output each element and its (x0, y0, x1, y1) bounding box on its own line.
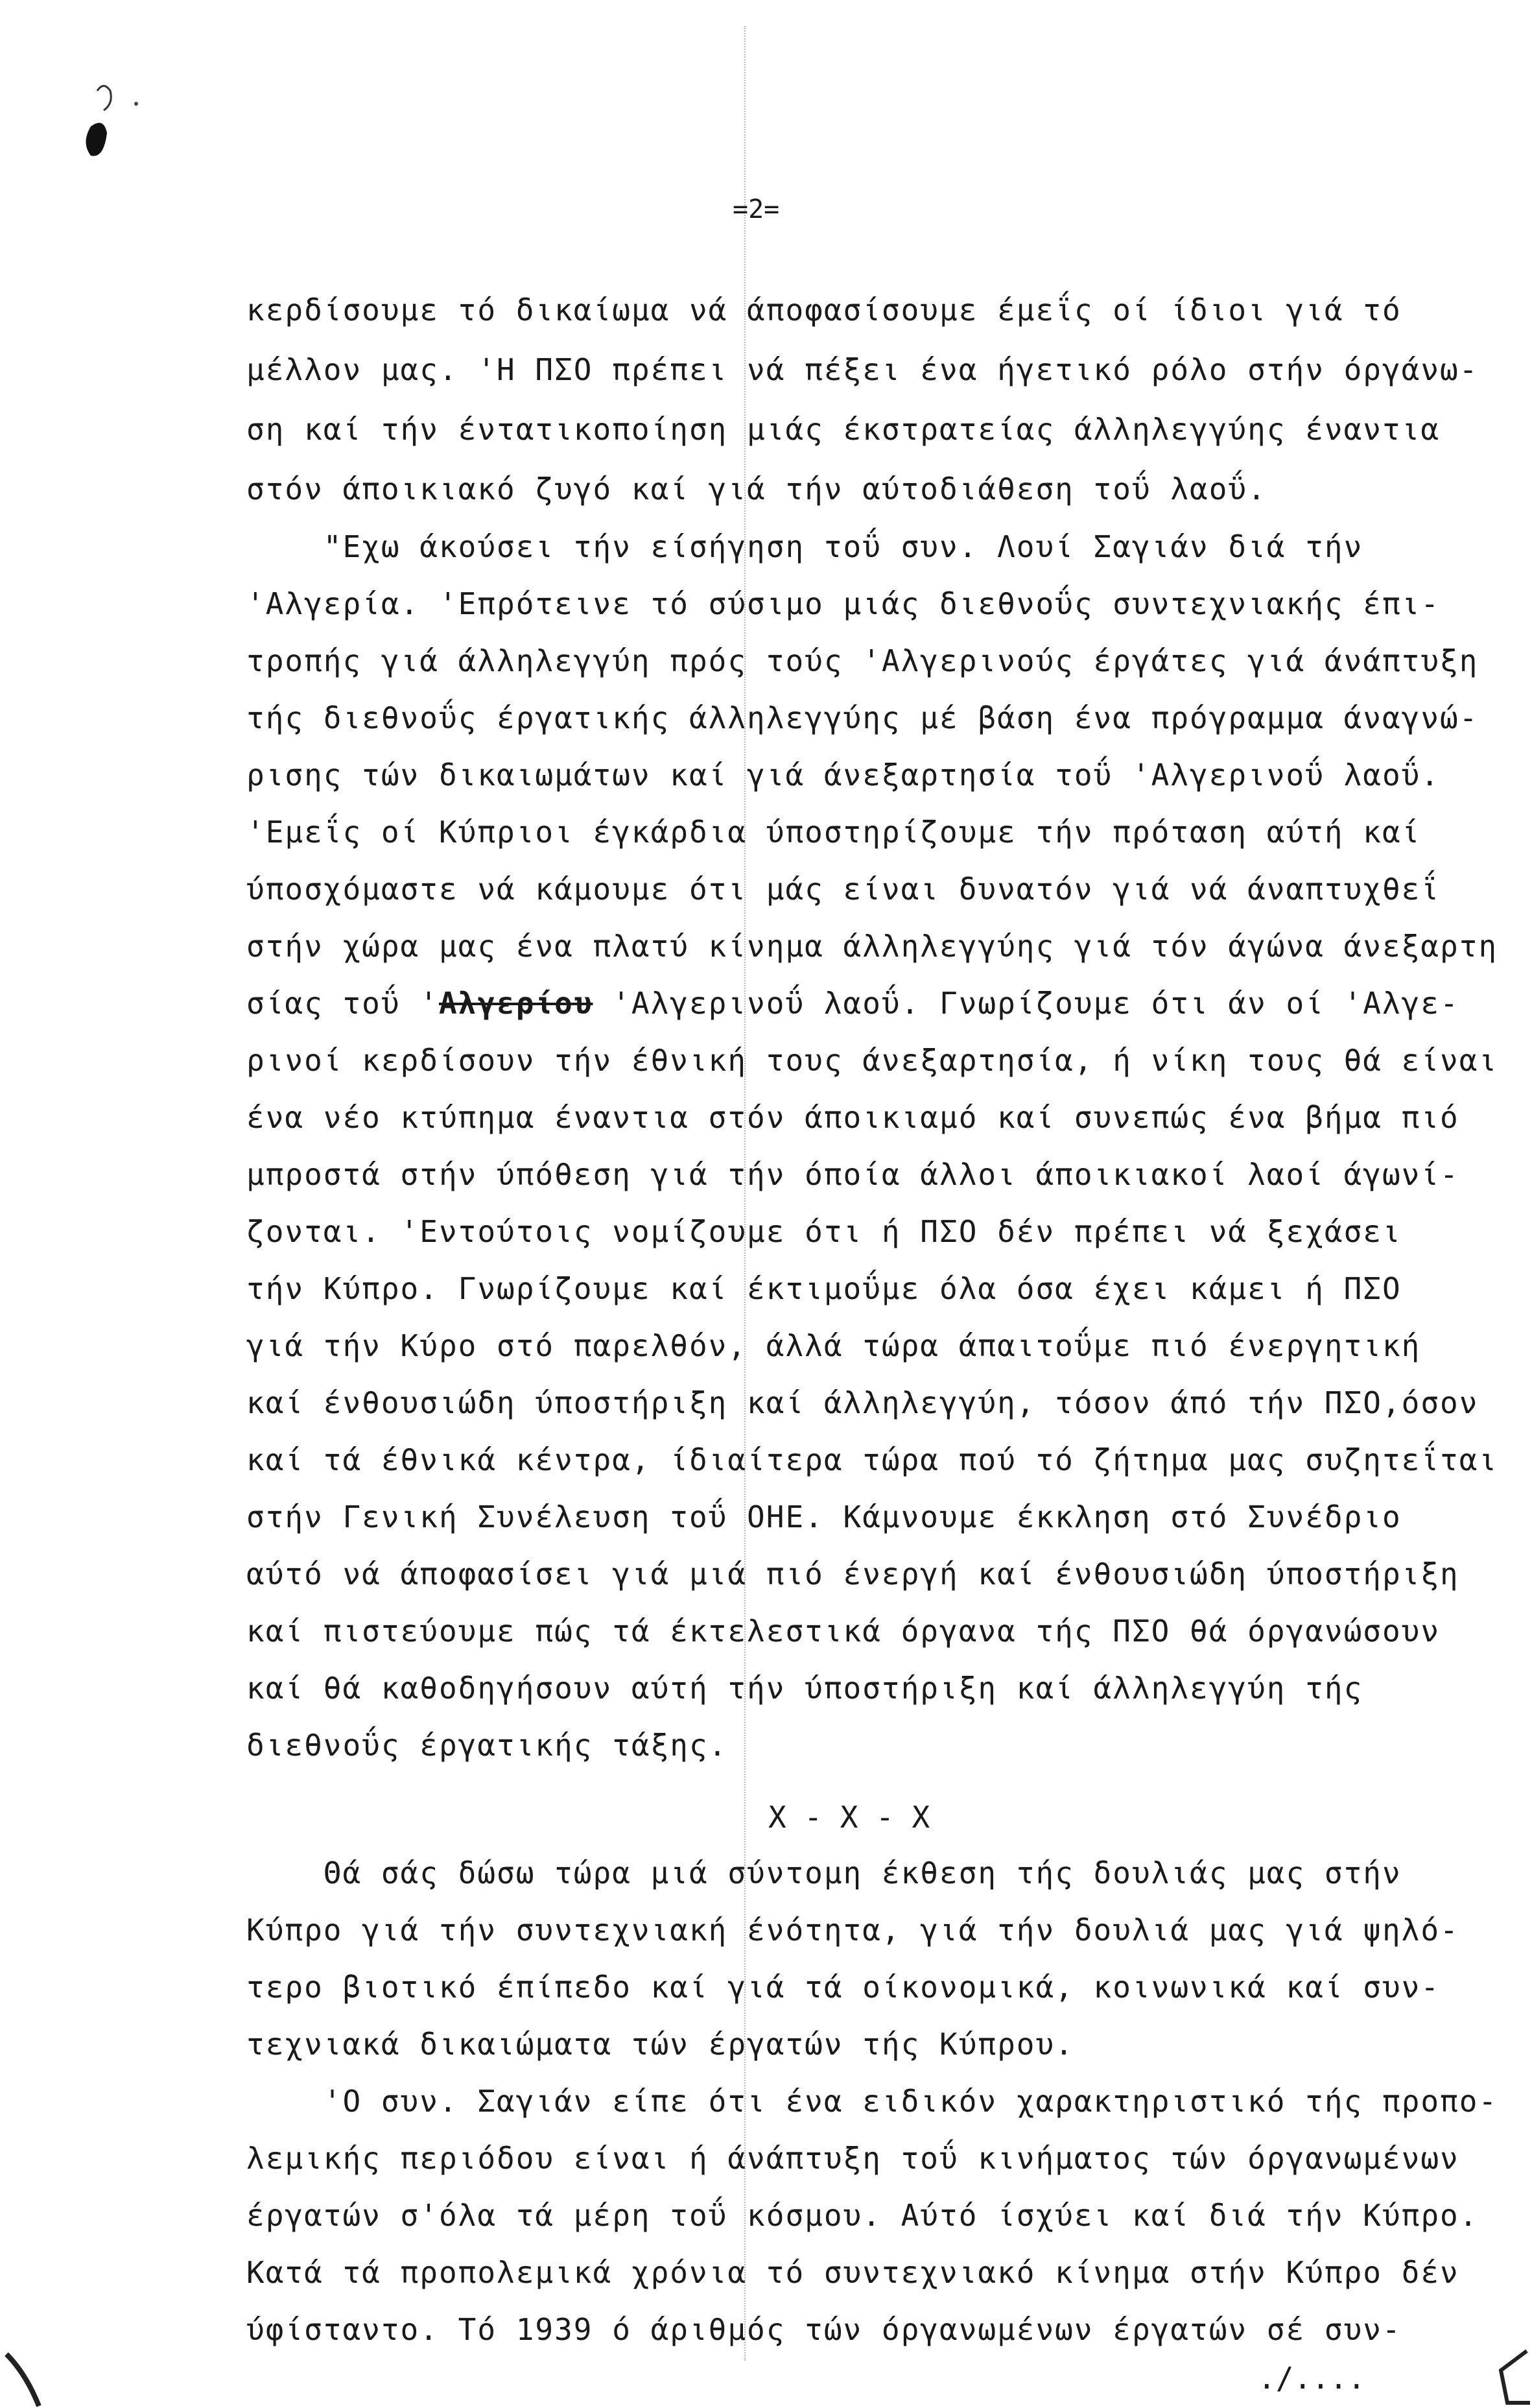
text-line: τερο βιοτικό έπίπεδο καί γιά τά οίκονομικά, κοινωνικά καί συν- (246, 1970, 1441, 2005)
text-line: ζονται. 'Εντούτοις νομίζουμε ότι ή ΠΣΟ δέν πρέπει νά ξεχάσει (246, 1214, 1402, 1249)
struck-word: Αλγερίου (438, 986, 593, 1021)
text-line: διεθνοΰς έργατικής τάξης. (246, 1728, 728, 1763)
text-line: τήν Κύπρο. Γνωρίζουμε καί έκτιμοΰμε όλα όσα έχει κάμει ή ΠΣΟ (246, 1271, 1402, 1306)
ink-smudge-icon (71, 65, 149, 169)
text-line: στήν Γενική Συνέλευση τοΰ ΟΗΕ. Κάμνουμε έκκληση στό Συνέδριο (246, 1499, 1402, 1534)
line-suffix: 'Αλγερινοΰ λαοΰ. Γνωρίζουμε ότι άν οί 'Αλγε- (593, 986, 1459, 1021)
continuation-mark: ./.... (1258, 2361, 1366, 2396)
line-prefix: σίας τοΰ ' (246, 986, 439, 1021)
text-line: καί ένθουσιώδη ύποστήριξη καί άλληλεγγύη, τόσον άπό τήν ΠΣΟ,όσον (246, 1385, 1479, 1420)
text-line: Κύπρο γιά τήν συντεχνιακή ένότητα, γιά τήν δουλιά μας γιά ψηλό- (246, 1913, 1459, 1948)
text-line: καί τά έθνικά κέντρα, ίδιαίτερα τώρα πού τό ζήτημα μας συζητεΐται (246, 1442, 1498, 1477)
text-line: τεχνιακά δικαιώματα τών έργατών τής Κύπρου. (246, 2027, 1074, 2062)
text-line: μπροστά στήν ύπόθεση γιά τήν όποία άλλοι άποικιακοί λαοί άγωνί- (246, 1157, 1459, 1192)
corner-mark-icon (0, 2348, 52, 2408)
section-separator: Χ - Χ - Χ (768, 1800, 930, 1835)
text-line: λεμικής περιόδου είναι ή άνάπτυξη τοΰ κινήματος τών όργανωμένων (246, 2141, 1459, 2176)
text-line: στήν χώρα μας ένα πλατύ κίνημα άλληλεγγύης γιά τόν άγώνα άνεξαρτη (246, 929, 1498, 964)
text-line: καί θά καθοδηγήσουν αύτή τήν ύποστήριξη καί άλληλεγγύη τής (246, 1671, 1363, 1706)
text-line: καί πιστεύουμε πώς τά έκτελεστικά όργανα τής ΠΣΟ θά όργανώσουν (246, 1614, 1441, 1649)
text-line-with-strike (246, 985, 1459, 1021)
text-line: έργατών σ'όλα τά μέρη τοΰ κόσμου. Αύτό ίσχύει καί διά τήν Κύπρο. (246, 2198, 1479, 2233)
text-line: τροπής γιά άλληλεγγύη πρός τούς 'Αλγερινούς έργάτες γιά άνάπτυξη (246, 643, 1479, 678)
text-line: 'Εμεΐς οί Κύπριοι έγκάρδια ύποστηρίζουμε τήν πρόταση αύτή καί (246, 815, 1421, 850)
page-number: =2= (733, 195, 780, 224)
text-line: ένα νέο κτύπημα έναντια στόν άποικιαμό καί συνεπώς ένα βήμα πιό (246, 1100, 1459, 1135)
corner-mark-icon (1491, 2348, 1532, 2408)
text-line: ρισης τών δικαιωμάτων καί γιά άνεξαρτησία τοΰ 'Αλγερινοΰ λαοΰ. (246, 757, 1441, 793)
text-line: γιά τήν Κύρο στό παρελθόν, άλλά τώρα άπαιτοΰμε πιό ένεργητική (246, 1328, 1421, 1363)
text-line: 'Ο συν. Σαγιάν είπε ότι ένα ειδικόν χαρακτηριστικό τής προπο- (246, 2084, 1498, 2119)
text-line: Κατά τά προπολεμικά χρόνια τό συντεχνιακό κίνημα στήν Κύπρο δέν (246, 2255, 1459, 2290)
text-line: 'Αλγερία. 'Επρότεινε τό σύσιμο μιάς διεθνοΰς συντεχνιακής έπι- (246, 586, 1441, 621)
text-line: ύποσχόμαστε νά κάμουμε ότι μάς είναι δυνατόν γιά νά άναπτυχθεΐ (246, 872, 1441, 907)
text-line: ύφίσταντο. Τό 1939 ό άριθμός τών όργανωμένων έργατών σέ συν- (246, 2312, 1402, 2347)
text-line: "Εχω άκούσει τήν είσήγηση τοΰ συν. Λουί Σαγιάν διά τήν (246, 529, 1363, 564)
text-line: τής διεθνοΰς έργατικής άλληλεγγύης μέ βάση ένα πρόγραμμα άναγνώ- (246, 700, 1479, 735)
text-line: κερδίσουμε τό δικαίωμα νά άποφασίσουμε έμεΐς οί ίδιοι γιά τό (246, 292, 1402, 328)
text-line: ση καί τήν έντατικοποίηση μιάς έκστρατείας άλληλεγγύης έναντια (246, 412, 1441, 447)
text-line: ρινοί κερδίσουν τήν έθνική τους άνεξαρτησία, ή νίκη τους θά είναι (246, 1043, 1498, 1078)
text-line: Θά σάς δώσω τώρα μιά σύντομη έκθεση τής δουλιάς μας στήν (246, 1855, 1402, 1890)
text-line: αύτό νά άποφασίσει γιά μιά πιό ένεργή καί ένθουσιώδη ύποστήριξη (246, 1556, 1459, 1591)
text-line: μέλλον μας. 'Η ΠΣΟ πρέπει νά πέξει ένα ήγετικό ρόλο στήν όργάνω- (246, 352, 1479, 387)
text-line: στόν άποικιακό ζυγό καί γιά τήν αύτοδιάθεση τοΰ λαοΰ. (246, 471, 1267, 507)
